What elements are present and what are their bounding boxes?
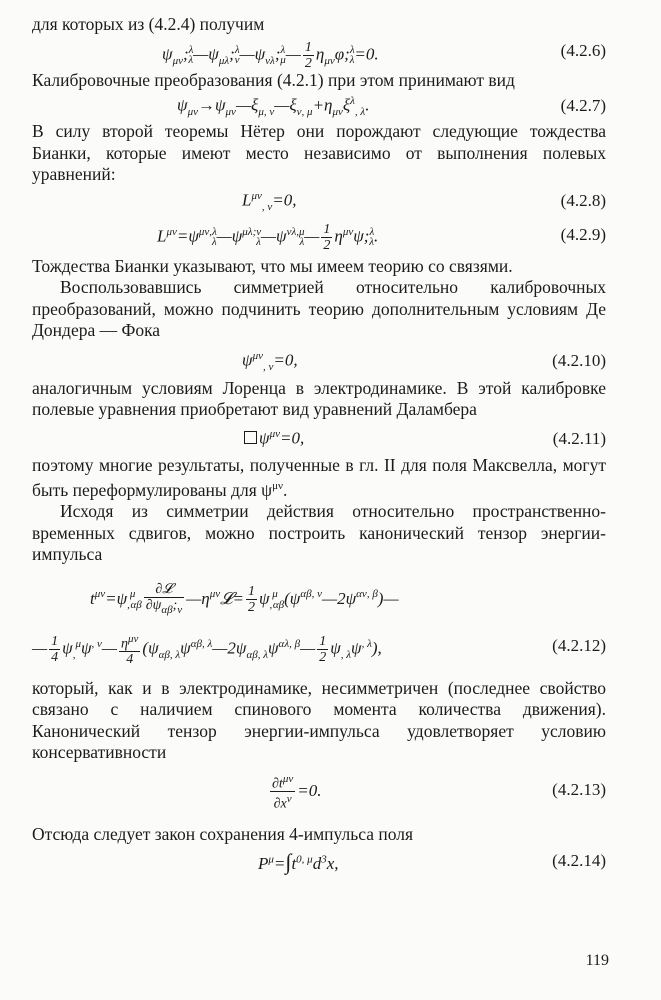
equation-body: $\psi_{\mu\nu};^\lambda_\lambda—\psi_{\mu\lambda};^\lambda_\nu—\psi_{\nu\lambda};^\lambda_\mu—$ $\frac{1}{2}$ $\eta_{\mu\nu}\varphi;^\lambda_\lambda=0$. [162, 39, 379, 71]
paragraph-5: Воспользовавшись симметрией относительно калибровочных преобразований, можно подчинить теорию дополнительным условиям Де Дондера — Фока [32, 277, 606, 340]
equation-4-2-14 [32, 845, 606, 879]
equation-body: $\psi^{\mu\nu}=0$, [244, 428, 304, 449]
paragraph-2: Калибровочные преобразования (4.2.1) при этом принимают вид [32, 69, 515, 90]
equation-number: (4.2.10) [552, 350, 606, 370]
equation-body: $P^\mu=\int t^{0, \mu}d^3x$, [258, 849, 339, 875]
equation-number: (4.2.11) [552, 428, 606, 448]
equation-body: $L^{\mu\nu}=\psi^{\mu\nu,\lambda}_\lambda—\psi^{\mu\lambda;\nu}_\lambda—\psi^{\nu\lambda,\mu}_\lambda—$ $\frac{1}{2}$ $\eta^{\mu\nu}\psi;^\lambda_\lambda$. [157, 221, 379, 253]
dalembert-box-icon [244, 431, 257, 444]
equation-body: — $\frac{1}{4}$ $\psi_,^\mu\psi^{, \nu}—$ $\frac{\eta^{\mu\nu}}{4}$ ($\psi_{\alpha\beta, \lambda}\psi^{\alpha\beta, \lambda}—2\psi_{\alpha\beta, \lambda}\psi^{\alpha\lambda, \beta}—$ $\frac{1}{2}$ $\psi_{, \lambda}\psi^{, \lambda}$), [32, 632, 382, 668]
equation-number: (4.2.9) [560, 224, 606, 244]
equation-4-2-13 [32, 764, 606, 818]
equation-number: (4.2.6) [560, 40, 606, 60]
equation-body: $t^{\mu\nu}=\psi_,^\mu_{\alpha\beta}$ $\frac{\text{∂𝓛}}{\partial\psi_{\alpha\beta};_\nu}$ $—\eta^{\mu\nu}𝓛=$ $\frac{1}{2}$ $\psi_,^\mu_{\alpha\beta}(\psi^{\alpha\beta, \nu}—2\psi^{\alpha\nu, \beta})—$ [90, 581, 399, 616]
equation-4-2-10 [32, 342, 606, 378]
paragraph-4: Тождества Бианки указывают, что мы имеем теорию со связями. [32, 255, 513, 276]
equation-body: $\frac{\partial t^{\mu\nu}}{\partial x^\nu}$ =0. [272, 772, 322, 813]
paragraph-8: Исходя из симметрии действия относительно пространственно-временных сдвигов, можно построить канонический тензор энергии-импульса [32, 501, 606, 565]
page-number: 119 [585, 952, 609, 969]
equation-4-2-12-line-2 [32, 622, 606, 672]
equation-4-2-11 [32, 421, 606, 455]
equation-body: $L^{\mu\nu}_{, \nu}=0$, [242, 189, 297, 213]
equation-body: $\psi^{\mu\nu}_{, \nu}=0$, [242, 349, 298, 373]
equation-number: (4.2.8) [560, 190, 606, 210]
paragraph-3: В силу второй теоремы Нётер они порождают следующие тождества Бианки, которые имеют место независимо от выполнения полевых уравнений: [32, 121, 606, 184]
equation-4-2-7 [32, 91, 606, 121]
paragraph-6: аналогичным условиям Лоренца в электродинамике. В этой калибровке полевые уравнения приобретают вид уравнений Даламбера [32, 377, 606, 419]
equation-number: (4.2.7) [560, 96, 606, 115]
equation-number: (4.2.13) [552, 779, 606, 799]
equation-4-2-8 [32, 186, 606, 216]
paragraph-10: Отсюда следует закон сохранения 4-импульса поля [32, 823, 414, 844]
paragraph-9: который, как и в электродинамике, несимметричен (последнее свойство связано с наличием спинового момента количества движения). Канонический тензор энергии-импульса удовлетворяет условию консервативности [32, 677, 606, 763]
page-content [32, 14, 606, 879]
paragraph-7: поэтому многие результаты, полученные в гл. II для поля Максвелла, могут быть переформулированы для $\psi^{\mu\nu}$. [32, 454, 606, 500]
paragraph-1: для которых из (4.2.4) получим [32, 14, 265, 34]
equation-4-2-12-line-1 [32, 566, 606, 622]
equation-body: $\psi_{\mu\nu}\to\psi_{\mu\nu}—\xi_{\mu, \nu}—\xi_{\nu, \mu}+\eta_{\mu\nu}\xi^\lambda_{, \lambda}$. [177, 95, 370, 119]
equation-4-2-6 [32, 36, 606, 70]
equation-number: (4.2.14) [552, 851, 606, 871]
equation-number: (4.2.12) [552, 635, 606, 655]
equation-4-2-9 [32, 216, 606, 256]
